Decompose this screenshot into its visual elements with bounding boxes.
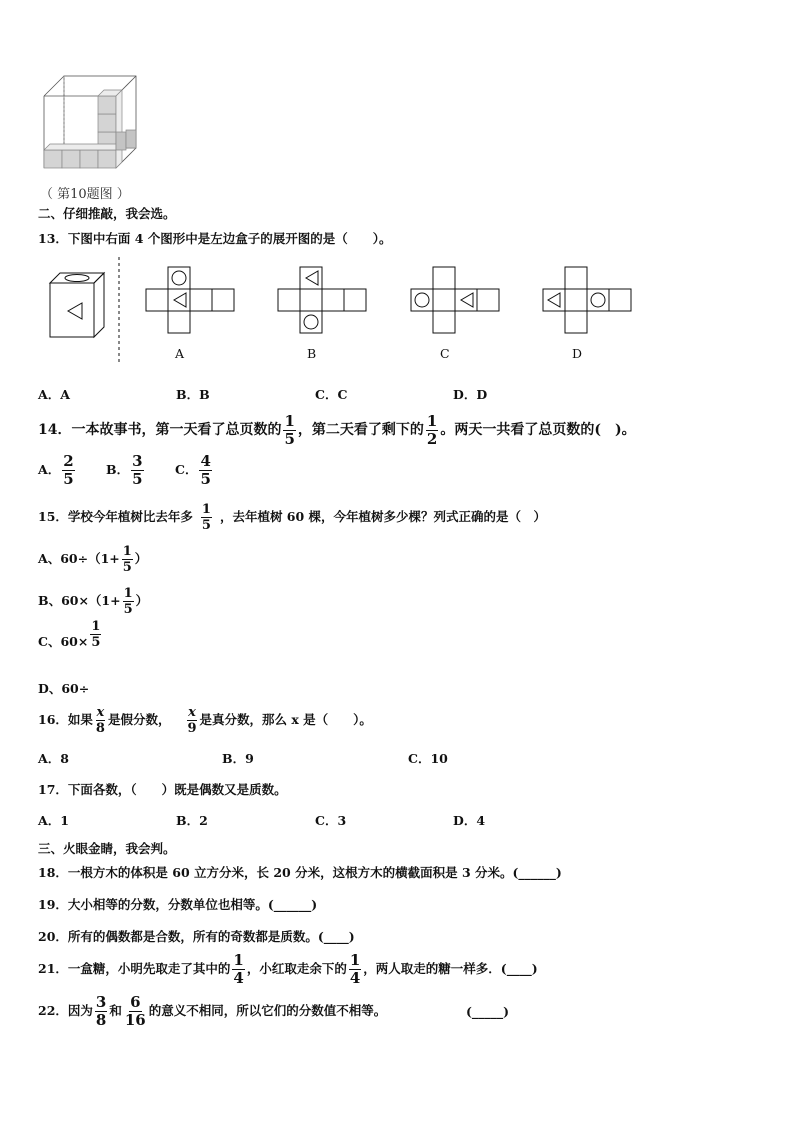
question-18-text: 18．一根方木的体积是 60 立方分米，长 20 分米，这根方木的横截面积是 3 分米。(______) <box>38 865 562 880</box>
q15-option-a[interactable]: A、60÷（1+ $\frac{1}{5}$ ） <box>38 544 148 575</box>
q15-option-d[interactable]: D、60÷ <box>38 681 90 696</box>
figure-10-caption: （ 第10题图 ） <box>40 187 130 202</box>
question-17-text: 17．下面各数，（ ）既是偶数又是质数。 <box>38 782 287 797</box>
question-13-text: 13．下图中右面 4 个图形中是左边盒子的展开图的是（ ）。 <box>38 231 392 246</box>
net-c <box>411 267 499 333</box>
q13-option-a[interactable]: A．A <box>38 387 70 402</box>
question-20-text: 20．所有的偶数都是合数，所有的奇数都是质数。(____) <box>38 929 355 944</box>
question-15-text: 15．学校今年植树比去年多 $\frac{1}{5}$ ，去年植树 60 棵，今年植树多少棵？列式正确的是（ ） <box>38 502 547 533</box>
net-a <box>146 267 234 333</box>
net-label-a: A <box>175 346 185 361</box>
fraction: $\frac{4}{5}$ <box>200 452 211 488</box>
net-label-c: C <box>440 346 450 361</box>
question-14-text: 14．一本故事书，第一天看了总页数的 $\frac{1}{5}$ ，第二天看了剩下的 $\frac{1}{2}$ 。两天一共看了总页数的( )。 <box>38 411 636 448</box>
fraction: $\frac{1}{5}$ <box>201 502 211 533</box>
fraction: $\frac{1}{2}$ <box>426 411 438 448</box>
q16-option-c[interactable]: C．10 <box>408 751 448 766</box>
q13-option-c[interactable]: C．C <box>315 387 348 402</box>
box-3d <box>50 273 104 337</box>
fraction: $\frac{3}{5}$ <box>132 452 143 488</box>
q17-option-a[interactable]: A．1 <box>38 813 69 828</box>
question-21-text: 21．一盒糖，小明先取走了其中的 $\frac{1}{4}$ ，小红取走余下的 $\frac{1}{4}$ ，两人取走的糖一样多．(____) <box>38 951 538 987</box>
fraction: $\frac{1}{4}$ <box>349 951 361 987</box>
q16-option-b[interactable]: B．9 <box>222 751 254 766</box>
q17-option-b[interactable]: B．2 <box>176 813 208 828</box>
fraction: $\frac{1}{5}$ <box>91 619 101 650</box>
question-16-text: 16．如果 $\frac{x}{8}$ 是假分数， $\frac{x}{9}$ 是真分数，那么 x 是（ ）。 <box>38 705 372 736</box>
q15-option-b[interactable]: B、60×（1+ $\frac{1}{5}$ ） <box>38 586 149 617</box>
net-b <box>278 267 366 333</box>
fraction: $\frac{3}{8}$ <box>95 993 107 1029</box>
q17-option-d[interactable]: D．4 <box>453 813 486 828</box>
fraction: $\frac{1}{5}$ <box>284 411 295 448</box>
q14-option-a[interactable]: A． $\frac{2}{5}$ <box>38 452 74 488</box>
section-3-title: 三、火眼金睛，我会判。 <box>38 841 176 856</box>
q13-option-d[interactable]: D．D <box>453 387 488 402</box>
question-22-text: 22．因为 $\frac{3}{8}$ 和 $\frac{6}{16}$ 的意义不相同，所以它们的分数值不相等。 <box>38 993 387 1029</box>
fraction: $\frac{x}{9}$ <box>187 705 197 736</box>
fraction: $\frac{1}{5}$ <box>123 586 133 617</box>
question-19-text: 19．大小相等的分数，分数单位也相等。(______) <box>38 897 318 912</box>
q14-option-b[interactable]: B． $\frac{3}{5}$ <box>106 452 143 488</box>
fraction: $\frac{x}{8}$ <box>95 705 105 736</box>
fraction: $\frac{1}{5}$ <box>122 544 132 575</box>
section-2-title: 二、仔细推敲，我会选。 <box>38 206 176 221</box>
q15-option-c[interactable]: C、60× $\frac{1}{5}$ <box>38 619 101 650</box>
net-label-b: B <box>307 346 317 361</box>
fraction: $\frac{6}{16}$ <box>124 993 146 1029</box>
fraction: $\frac{2}{5}$ <box>63 452 74 488</box>
q14-option-c[interactable]: C． $\frac{4}{5}$ <box>175 452 211 488</box>
figure-10-cube-diagram <box>42 74 138 170</box>
net-label-d: D <box>572 346 583 361</box>
q13-option-b[interactable]: B．B <box>176 387 210 402</box>
q22-answer-blank[interactable]: (_____) <box>466 1004 510 1019</box>
fraction: $\frac{1}{4}$ <box>233 951 244 987</box>
q17-option-c[interactable]: C．3 <box>315 813 347 828</box>
net-d <box>543 267 631 333</box>
question-13-diagram <box>44 255 644 367</box>
q16-option-a[interactable]: A．8 <box>38 751 69 766</box>
